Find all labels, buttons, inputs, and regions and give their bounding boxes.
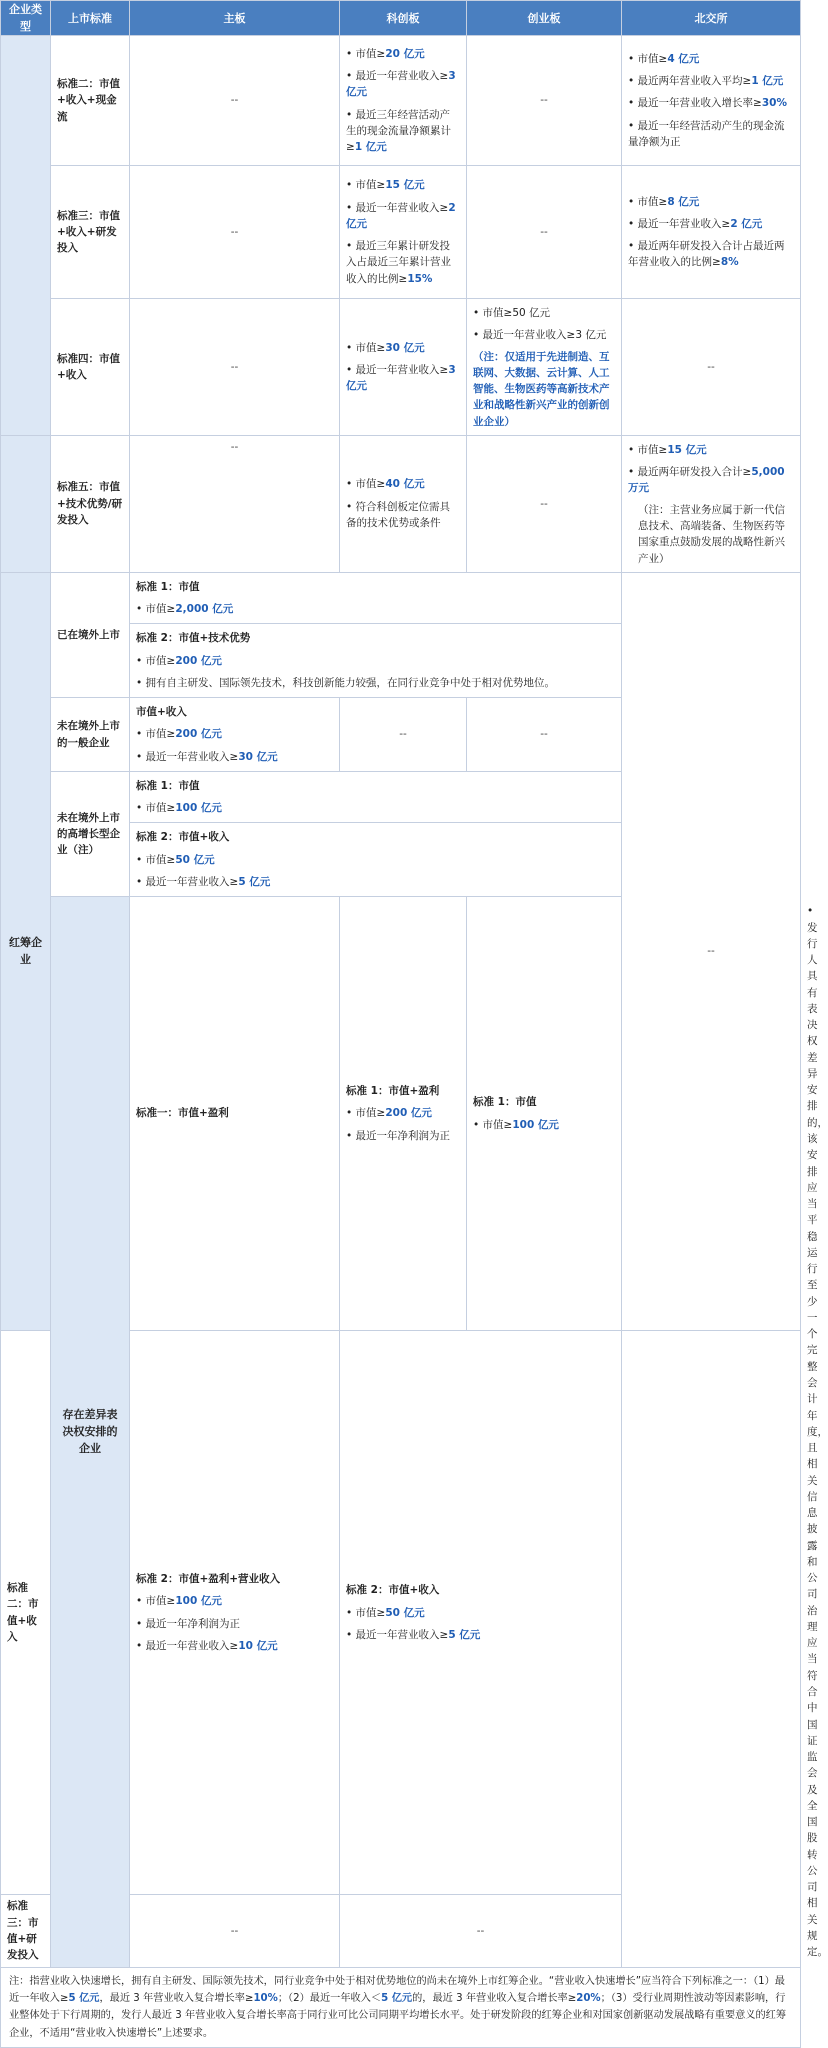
empty-cell: -- — [340, 698, 467, 772]
criteria-item: • 最近两年研发投入合计占最近两年营业收入的比例≥8% — [628, 240, 785, 269]
table-row — [1, 572, 801, 624]
criteria-value: 8 亿元 — [667, 195, 700, 208]
criteria-text: 最近一年营业收入≥ — [355, 70, 449, 83]
criteria-value: 10 亿元 — [238, 1639, 278, 1652]
footnote-value: 10% — [253, 1992, 278, 2004]
empty-cell: -- — [130, 299, 340, 436]
category-dual-class: 存在差异表决权安排的企业 — [51, 897, 130, 1967]
criteria-value: 1 亿元 — [354, 141, 387, 154]
criteria-item: • 市值≥8 亿元 — [628, 195, 700, 208]
chinext-note: （注：仅适用于先进制造、互联网、大数据、云计算、人工智能、生物医药等高新技术产业和战略性新兴产业的创新创业企业） — [473, 350, 610, 428]
footnote-text: ；（3）受行业周期性波动等因素影响，行业整体处于下行周期的，发行人最近 3 年营业收入复合增长率高于同行业可比公司同期平均增长水平。处于研发阶段的红筹企业和对国家创新驱动发展战略有重要意义的红筹企业，不适用“营业收入快速增长”上述要求。 — [9, 1992, 787, 2039]
criteria-block — [340, 1330, 622, 1895]
criteria-value: 1 亿元 — [751, 75, 784, 88]
criteria-text: 最近一年营业收入≥ — [355, 1628, 449, 1641]
criteria-value: 15 亿元 — [667, 443, 707, 456]
criteria-list — [136, 797, 615, 819]
criteria-list — [136, 598, 615, 620]
bse-criteria — [622, 435, 801, 572]
criteria-list — [136, 1590, 333, 1657]
empty-cell: -- — [467, 435, 622, 572]
standard-name: 已在境外上市 — [51, 572, 130, 697]
empty-cell: -- — [467, 166, 622, 299]
criteria-list — [340, 299, 467, 436]
footnote-row — [1, 1967, 801, 2047]
footnote-value: 20% — [576, 1992, 601, 2004]
criteria-value: 100 亿元 — [512, 1118, 559, 1131]
standard-name: 标准五：市值+技术优势/研发投入 — [51, 435, 130, 572]
criteria-list — [622, 166, 801, 299]
criteria-value: 50 亿元 — [175, 853, 215, 866]
block-title: 标准 2：市值+盈利+营业收入 — [136, 1573, 281, 1586]
criteria-item: • 最近一年营业收入增长率≥30% — [628, 97, 787, 110]
criteria-item: • 市值≥15 亿元 — [628, 443, 707, 456]
table-row — [1, 166, 801, 299]
criteria-item: • 最近一年营业收入≥5 亿元 — [346, 1628, 481, 1641]
block-title: 标准 1：市值 — [473, 1096, 537, 1109]
criteria-item: • 市值≥100 亿元 — [136, 802, 222, 815]
criteria-item: • 市值≥40 亿元 — [346, 478, 425, 491]
category-cell — [1, 36, 51, 436]
empty-cell: -- — [467, 36, 622, 166]
footnote-text: 注：指营业收入快速增长，拥有自主研发、国际领先技术，同行业竞争中处于相对优势地位的尚未在境外上市红筹企业。“营业收入快速增长”应当符合下列标准之一：（1）最近一年收入≥ — [9, 1975, 785, 2004]
empty-cell: -- — [130, 435, 340, 572]
criteria-item: • 最近一年营业收入≥2 亿元 — [346, 201, 456, 230]
criteria-item: • 市值≥100 亿元 — [136, 1595, 222, 1608]
criteria-text: 最近两年营业收入平均≥ — [637, 75, 752, 88]
footnote-text: 的，最近 3 年营业收入复合增长率≥ — [412, 1992, 577, 2004]
criteria-text: 市值≥ — [145, 728, 176, 741]
footnote — [1, 1967, 801, 2047]
criteria-block — [467, 897, 801, 1331]
criteria-item: • 市值≥4 亿元 — [628, 52, 700, 65]
criteria-text: 最近一年净利润为正 — [145, 1617, 241, 1630]
footnote-value: 5 亿元 — [381, 1992, 413, 2004]
block-title: 标准 1：市值 — [136, 779, 200, 792]
empty-cell: -- — [130, 166, 340, 299]
criteria-value: 20 亿元 — [385, 47, 425, 60]
criteria-value: 2 亿元 — [730, 217, 763, 230]
criteria-list — [136, 849, 615, 894]
criteria-list — [340, 435, 467, 572]
standard-name: 未在境外上市的高增长型企业（注） — [51, 771, 130, 896]
header-chinext: 创业板 — [467, 1, 622, 36]
criteria-list — [136, 723, 333, 768]
block-title: 标准 2：市值+收入 — [346, 1584, 440, 1597]
category-redchip: 红筹企业 — [1, 572, 51, 1330]
table-row — [1, 299, 801, 436]
block-title: 标准 2：市值+收入 — [136, 831, 230, 844]
criteria-text: 市值≥ — [355, 1107, 386, 1120]
criteria-block — [130, 1330, 340, 1895]
criteria-text: 最近一年营业收入≥ — [145, 1639, 239, 1652]
chinext-criteria — [467, 299, 622, 436]
criteria-value: 30 亿元 — [385, 341, 425, 354]
criteria-value: 4 亿元 — [667, 52, 700, 65]
header-company-type: 企业类型 — [1, 1, 51, 36]
criteria-text: 市值≥ — [355, 341, 386, 354]
criteria-block — [130, 572, 622, 624]
criteria-item: • 最近一年营业收入≥3 亿元 — [346, 363, 456, 393]
criteria-block — [130, 698, 340, 772]
standard-name: 标准三：市值+收入+研发投入 — [51, 166, 130, 299]
empty-cell: -- — [130, 1895, 340, 1967]
criteria-item: • 市值≥15 亿元 — [346, 179, 425, 192]
criteria-value: 200 亿元 — [385, 1107, 432, 1120]
criteria-text: 市值≥ — [145, 654, 176, 667]
header-main-board: 主板 — [130, 1, 340, 36]
criteria-text: 最近一年营业收入≥ — [355, 363, 449, 376]
criteria-value: 8% — [720, 256, 739, 269]
criteria-text: 最近两年研发投入合计≥ — [637, 466, 752, 479]
criteria-value: 100 亿元 — [175, 802, 222, 815]
criteria-value: 5,000 万元 — [628, 466, 785, 495]
standard-name: 标准二：市值+收入 — [1, 1330, 51, 1895]
criteria-text: 最近一年营业收入≥ — [355, 201, 449, 214]
criteria-text: 市值≥ — [355, 47, 386, 60]
criteria-value: 40 亿元 — [385, 478, 425, 491]
criteria-value: 100 亿元 — [175, 1595, 222, 1608]
block-title: 标准 1：市值+盈利 — [346, 1085, 440, 1098]
criteria-item: • 最近一年经营活动产生的现金流量净额为正 — [628, 119, 785, 148]
block-title: 标准 2：市值+技术优势 — [136, 632, 251, 645]
criteria-text: 市值≥ — [145, 802, 176, 815]
criteria-item: • 拥有自主研发、国际领先技术，科技创新能力较强，在同行业竞争中处于相对优势地位。 — [136, 676, 556, 689]
empty-cell: -- — [622, 572, 801, 1330]
criteria-item: • 最近一年营业收入≥3 亿元 — [346, 70, 456, 99]
criteria-list — [136, 650, 615, 695]
criteria-item: • 市值≥50 亿元 — [346, 1606, 425, 1619]
criteria-item: • 最近一年营业收入≥2 亿元 — [628, 217, 763, 230]
header-star-market: 科创板 — [340, 1, 467, 36]
criteria-text: 市值≥ — [145, 603, 176, 616]
criteria-value: 15 亿元 — [385, 179, 425, 192]
standard-name: 未在境外上市的一般企业 — [51, 698, 130, 772]
criteria-list — [622, 36, 801, 166]
criteria-list — [340, 166, 467, 299]
empty-cell: -- — [340, 1895, 622, 1967]
criteria-text: 市值≥ — [637, 195, 668, 208]
chinext-item-2: • 最近一年营业收入≥3 亿元 — [473, 329, 607, 342]
criteria-block — [130, 771, 622, 823]
criteria-item: • 最近两年研发投入合计≥5,000 万元 — [628, 466, 785, 495]
header-listing-standard: 上市标准 — [51, 1, 130, 36]
header-bse: 北交所 — [622, 1, 801, 36]
criteria-item: • 最近一年净利润为正 — [346, 1129, 451, 1142]
criteria-text: 拥有自主研发、国际领先技术，科技创新能力较强，在同行业竞争中处于相对优势地位。 — [145, 676, 556, 689]
criteria-item: • 市值≥200 亿元 — [136, 654, 222, 667]
criteria-item: • 最近一年净利润为正 — [136, 1617, 241, 1630]
criteria-text: 最近一年经营活动产生的现金流量净额为正 — [628, 119, 785, 148]
criteria-item: • 市值≥200 亿元 — [346, 1107, 432, 1120]
criteria-text: 市值≥ — [482, 1118, 513, 1131]
criteria-text: 最近一年营业收入≥ — [145, 750, 239, 763]
table-row — [1, 36, 801, 166]
criteria-item: • 最近一年营业收入≥30 亿元 — [136, 750, 278, 763]
criteria-value: 200 亿元 — [175, 654, 222, 667]
criteria-item: • 市值≥200 亿元 — [136, 728, 222, 741]
footnote-value: 5 亿元 — [68, 1992, 100, 2004]
criteria-value: 2,000 亿元 — [175, 603, 234, 616]
criteria-text: 市值≥ — [145, 853, 176, 866]
criteria-item: • 最近两年营业收入平均≥1 亿元 — [628, 75, 784, 88]
chinext-item-1: • 市值≥50 亿元 — [473, 307, 551, 320]
criteria-text: 市值≥ — [145, 1595, 176, 1608]
criteria-item: • 最近一年营业收入≥5 亿元 — [136, 876, 271, 888]
criteria-value: 5 亿元 — [238, 876, 271, 888]
criteria-item: • 市值≥30 亿元 — [346, 341, 425, 354]
footnote-text: ，最近 3 年营业收入复合增长率≥ — [99, 1992, 254, 2004]
criteria-text: 市值≥ — [637, 52, 668, 65]
criteria-item: • 市值≥20 亿元 — [346, 47, 425, 60]
criteria-item: • 市值≥2,000 亿元 — [136, 603, 234, 616]
criteria-text: 最近三年累计研发投入占最近三年累计营业收入的比例≥ — [346, 240, 451, 285]
bse-dual-class-text: 发行人具有表决权差异安排的，该安排应当平稳运行至少一个完整会计年度，且相关信息披露和公司治理应当符合中国证监会及全国股转公司相关规定。 — [807, 921, 828, 1959]
criteria-list — [346, 1602, 615, 1647]
standard-name: 标准三：市值+研发投入 — [1, 1895, 51, 1967]
criteria-value: 50 亿元 — [385, 1606, 425, 1619]
criteria-item: • 最近一年营业收入≥10 亿元 — [136, 1639, 278, 1652]
empty-cell: -- — [130, 36, 340, 166]
criteria-text: 最近两年研发投入合计占最近两年营业收入的比例≥ — [628, 240, 785, 269]
empty-cell: -- — [467, 698, 622, 772]
block-title: 标准 1：市值 — [136, 580, 200, 593]
footnote-text: ；（2）最近一年收入＜ — [277, 1992, 382, 2004]
criteria-item: • 市值≥50 亿元 — [136, 853, 215, 866]
criteria-text: 符合科创板定位需具备的技术优势或条件 — [346, 500, 451, 530]
block-title: 市值+收入 — [136, 706, 187, 719]
category-cell — [1, 435, 51, 572]
standard-name: 标准二：市值+收入+现金流 — [51, 36, 130, 166]
criteria-value: 3 亿元 — [346, 363, 456, 393]
criteria-value: 3 亿元 — [346, 70, 456, 99]
criteria-list — [346, 1102, 460, 1147]
table-row: 存在差异表决权安排的企业 标准一：市值+盈利 标准 1：市值+盈利 • 市值≥200 亿元 • 最近一年净利润为正 标准 1：市值 • 市值≥100 亿元 • 发行人具有表决权差异安排的，该安排应当平稳运行至少一个完整会计年度，且相关信息披露和公司治理应当符合中国证监会及全国股转公司相关规定。 — [1, 897, 801, 1331]
criteria-text: 市值≥ — [637, 443, 668, 456]
empty-cell: -- — [622, 299, 801, 436]
criteria-item: • 市值≥100 亿元 — [473, 1118, 559, 1131]
criteria-list — [340, 36, 467, 166]
criteria-list — [628, 439, 794, 500]
standard-name: 标准一：市值+盈利 — [130, 897, 340, 1331]
criteria-block — [130, 624, 622, 698]
criteria-value: 2 亿元 — [346, 201, 456, 230]
table-header-row — [1, 1, 801, 36]
criteria-text: 最近三年经营活动产生的现金流量净额累计≥ — [346, 108, 451, 154]
criteria-text: 市值≥ — [355, 1606, 386, 1619]
criteria-text: 最近一年净利润为正 — [355, 1129, 451, 1142]
criteria-item: • 符合科创板定位需具备的技术优势或条件 — [346, 500, 451, 530]
bse-note: （注：主营业务应属于新一代信息技术、高端装备、生物医药等国家重点鼓励发展的战略性新兴产业） — [638, 503, 785, 565]
table-row — [1, 435, 801, 572]
criteria-text: 最近一年营业收入≥ — [637, 217, 731, 230]
criteria-list — [473, 1114, 794, 1136]
criteria-value: 30 亿元 — [238, 750, 278, 763]
standard-name: 标准四：市值+收入 — [51, 299, 130, 436]
criteria-value: 30% — [761, 97, 787, 110]
criteria-text: 市值≥ — [355, 478, 386, 491]
criteria-block — [340, 897, 467, 1331]
criteria-value: 200 亿元 — [175, 728, 222, 741]
criteria-text: 最近一年营业收入≥ — [145, 876, 239, 888]
criteria-item: • 最近三年经营活动产生的现金流量净额累计≥1 亿元 — [346, 108, 451, 154]
criteria-item: • 最近三年累计研发投入占最近三年累计营业收入的比例≥15% — [346, 240, 451, 285]
criteria-value: 15% — [407, 272, 433, 285]
criteria-text: 市值≥ — [355, 179, 386, 192]
criteria-block — [130, 823, 622, 897]
criteria-text: 最近一年营业收入增长率≥ — [637, 97, 762, 110]
criteria-value: 5 亿元 — [448, 1628, 481, 1641]
